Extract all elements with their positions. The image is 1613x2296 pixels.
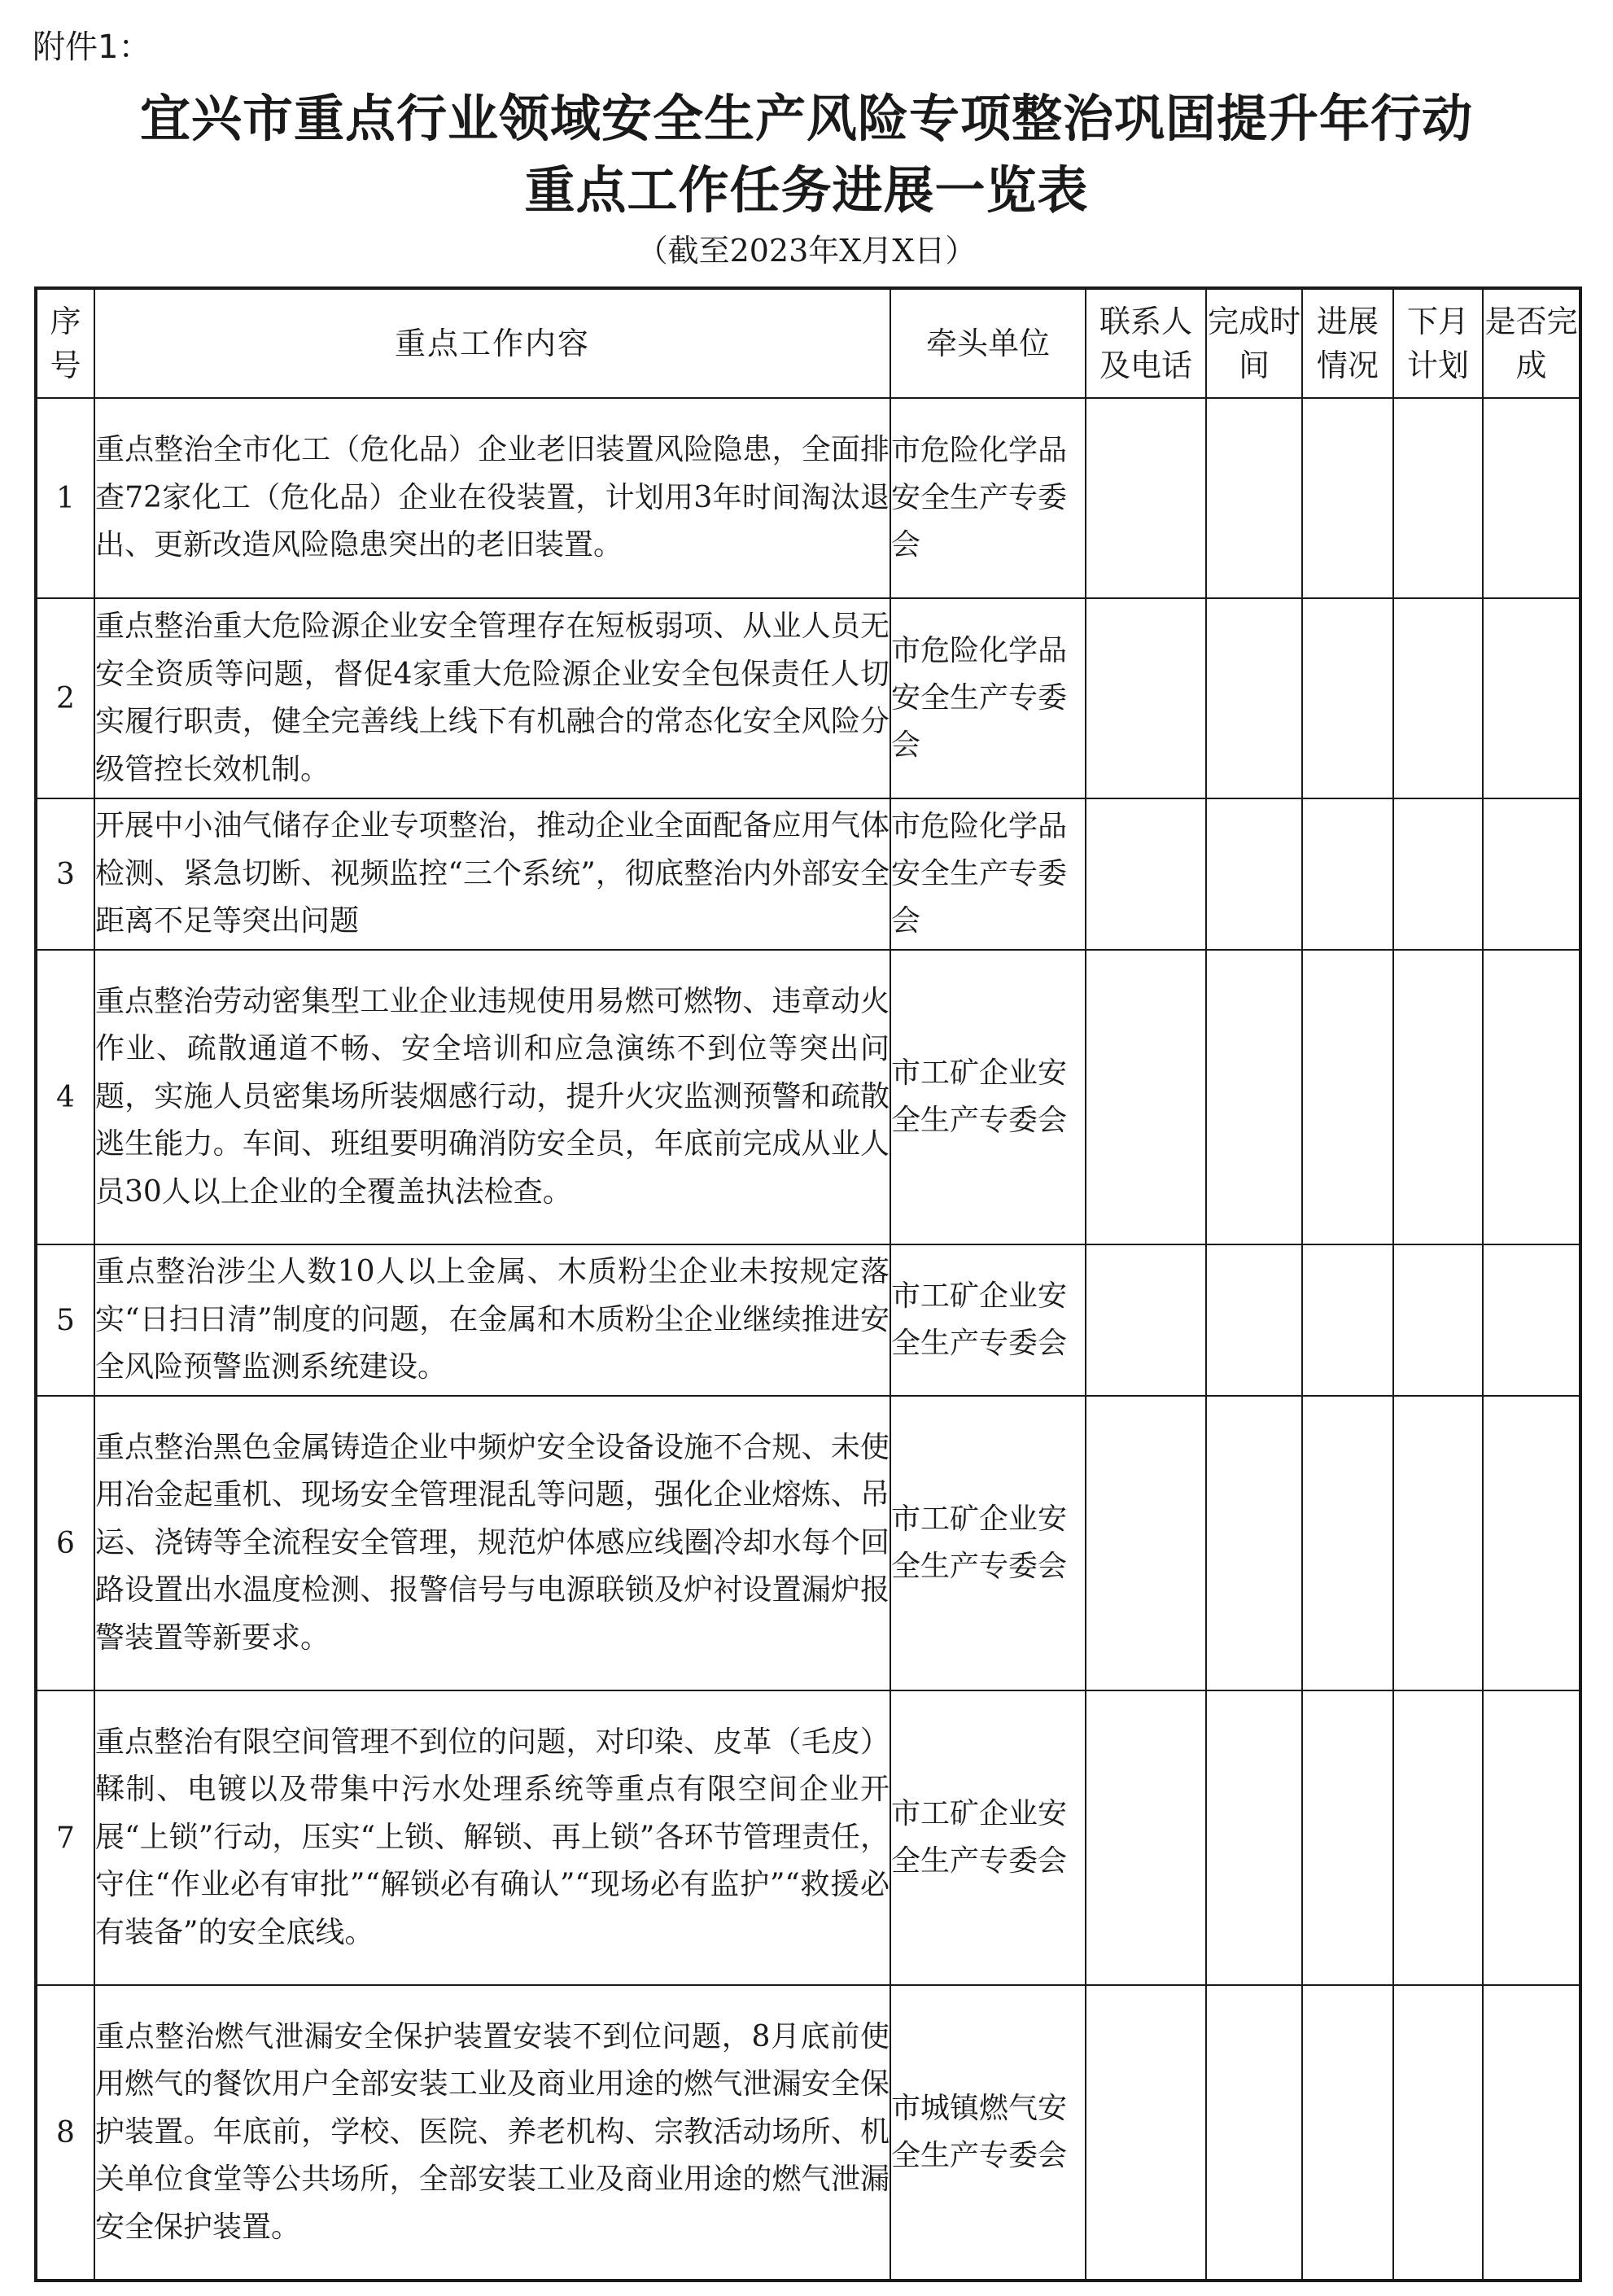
row-completed [1483, 798, 1580, 950]
row-next-month-plan [1393, 598, 1483, 798]
row-index: 5 [36, 1244, 94, 1396]
row-lead-unit: 市危险化学品安全生产专委会 [890, 398, 1086, 598]
row-contact [1086, 1690, 1206, 1985]
row-index: 4 [36, 950, 94, 1244]
row-progress [1302, 1985, 1393, 2281]
row-index: 6 [36, 1396, 94, 1690]
row-completed [1483, 1396, 1580, 1690]
row-next-month-plan [1393, 950, 1483, 1244]
row-lead-unit: 市工矿企业安全生产专委会 [890, 1396, 1086, 1690]
row-lead-unit: 市危险化学品安全生产专委会 [890, 598, 1086, 798]
table-row [36, 1690, 1580, 1985]
row-completed [1483, 598, 1580, 798]
row-contact [1086, 798, 1206, 950]
table-row [36, 1985, 1580, 2281]
row-contact [1086, 1244, 1206, 1396]
row-content: 重点整治重大危险源企业安全管理存在短板弱项、从业人员无安全资质等问题，督促4家重大危险源企业安全包保责任人切实履行职责，健全完善线上线下有机融合的常态化安全风险分级管控长效机制。 [94, 598, 890, 798]
row-next-month-plan [1393, 398, 1483, 598]
row-index: 1 [36, 398, 94, 598]
document-subtitle: 重点工作任务进展一览表 [524, 160, 1089, 220]
row-content: 重点整治劳动密集型工业企业违规使用易燃可燃物、违章动火作业、疏散通道不畅、安全培训和应急演练不到位等突出问题，实施人员密集场所装烟感行动，提升火灾监测预警和疏散逃生能力。车间、班组要明确消防安全员，年底前完成从业人员30人以上企业的全覆盖执法检查。 [94, 950, 890, 1244]
header-contact: 联系人及电话 [1086, 288, 1206, 398]
row-completion-time [1206, 798, 1302, 950]
table-row [36, 798, 1580, 950]
row-progress [1302, 798, 1393, 950]
row-next-month-plan [1393, 1396, 1483, 1690]
row-contact [1086, 598, 1206, 798]
table-row [36, 1396, 1580, 1690]
row-next-month-plan [1393, 1244, 1483, 1396]
row-completion-time [1206, 398, 1302, 598]
row-lead-unit: 市工矿企业安全生产专委会 [890, 1690, 1086, 1985]
table-row [36, 1244, 1580, 1396]
row-index: 7 [36, 1690, 94, 1985]
header-completed: 是否完成 [1483, 288, 1580, 398]
row-completed [1483, 1244, 1580, 1396]
row-completion-time [1206, 1244, 1302, 1396]
row-progress [1302, 1690, 1393, 1985]
attachment-label: 附件1： [33, 28, 151, 66]
header-lead-unit: 牵头单位 [890, 288, 1086, 398]
row-next-month-plan [1393, 1985, 1483, 2281]
as-of-date: （截至2023年X月X日） [636, 233, 977, 269]
row-content: 重点整治黑色金属铸造企业中频炉安全设备设施不合规、未使用冶金起重机、现场安全管理混乱等问题，强化企业熔炼、吊运、浇铸等全流程安全管理，规范炉体感应线圈冷却水每个回路设置出水温度检测、报警信号与电源联锁及炉衬设置漏炉报警装置等新要求。 [94, 1396, 890, 1690]
header-content: 重点工作内容 [94, 288, 890, 398]
row-content: 开展中小油气储存企业专项整治，推动企业全面配备应用气体检测、紧急切断、视频监控“三个系统”，彻底整治内外部安全距离不足等突出问题 [94, 798, 890, 950]
row-lead-unit: 市工矿企业安全生产专委会 [890, 1244, 1086, 1396]
task-progress-table [34, 286, 1582, 2282]
header-next-month-plan: 下月计划 [1393, 288, 1483, 398]
row-index: 3 [36, 798, 94, 950]
row-next-month-plan [1393, 1690, 1483, 1985]
row-progress [1302, 398, 1393, 598]
row-completion-time [1206, 1985, 1302, 2281]
row-completion-time [1206, 950, 1302, 1244]
header-index: 序号 [36, 288, 94, 398]
row-completed [1483, 950, 1580, 1244]
row-index: 2 [36, 598, 94, 798]
row-lead-unit: 市城镇燃气安全生产专委会 [890, 1985, 1086, 2281]
document-title: 宜兴市重点行业领域安全生产风险专项整治巩固提升年行动 [139, 89, 1473, 148]
row-content: 重点整治燃气泄漏安全保护装置安装不到位问题，8月底前使用燃气的餐饮用户全部安装工业及商业用途的燃气泄漏安全保护装置。年底前，学校、医院、养老机构、宗教活动场所、机关单位食堂等公共场所，全部安装工业及商业用途的燃气泄漏安全保护装置。 [94, 1985, 890, 2281]
row-progress [1302, 598, 1393, 798]
row-index: 8 [36, 1985, 94, 2281]
table-row [36, 950, 1580, 1244]
table-header-row [36, 288, 1580, 398]
table-row [36, 598, 1580, 798]
row-contact [1086, 1396, 1206, 1690]
row-completion-time [1206, 1396, 1302, 1690]
row-progress [1302, 950, 1393, 1244]
row-contact [1086, 950, 1206, 1244]
row-content: 重点整治有限空间管理不到位的问题，对印染、皮革（毛皮）鞣制、电镀以及带集中污水处理系统等重点有限空间企业开展“上锁”行动，压实“上锁、解锁、再上锁”各环节管理责任，守住“作业必有审批”“解锁必有确认”“现场必有监护”“救援必有装备”的安全底线。 [94, 1690, 890, 1985]
row-completed [1483, 1985, 1580, 2281]
row-completed [1483, 398, 1580, 598]
row-lead-unit: 市危险化学品安全生产专委会 [890, 798, 1086, 950]
table-row [36, 398, 1580, 598]
row-completion-time [1206, 1690, 1302, 1985]
row-lead-unit: 市工矿企业安全生产专委会 [890, 950, 1086, 1244]
row-contact [1086, 1985, 1206, 2281]
row-completion-time [1206, 598, 1302, 798]
row-completed [1483, 1690, 1580, 1985]
row-progress [1302, 1396, 1393, 1690]
row-content: 重点整治全市化工（危化品）企业老旧装置风险隐患，全面排查72家化工（危化品）企业在役装置，计划用3年时间淘汰退出、更新改造风险隐患突出的老旧装置。 [94, 398, 890, 598]
row-next-month-plan [1393, 798, 1483, 950]
header-completion-time: 完成时间 [1206, 288, 1302, 398]
row-content: 重点整治涉尘人数10人以上金属、木质粉尘企业未按规定落实“日扫日清”制度的问题，在金属和木质粉尘企业继续推进安全风险预警监测系统建设。 [94, 1244, 890, 1396]
row-contact [1086, 398, 1206, 598]
row-progress [1302, 1244, 1393, 1396]
header-progress: 进展情况 [1302, 288, 1393, 398]
